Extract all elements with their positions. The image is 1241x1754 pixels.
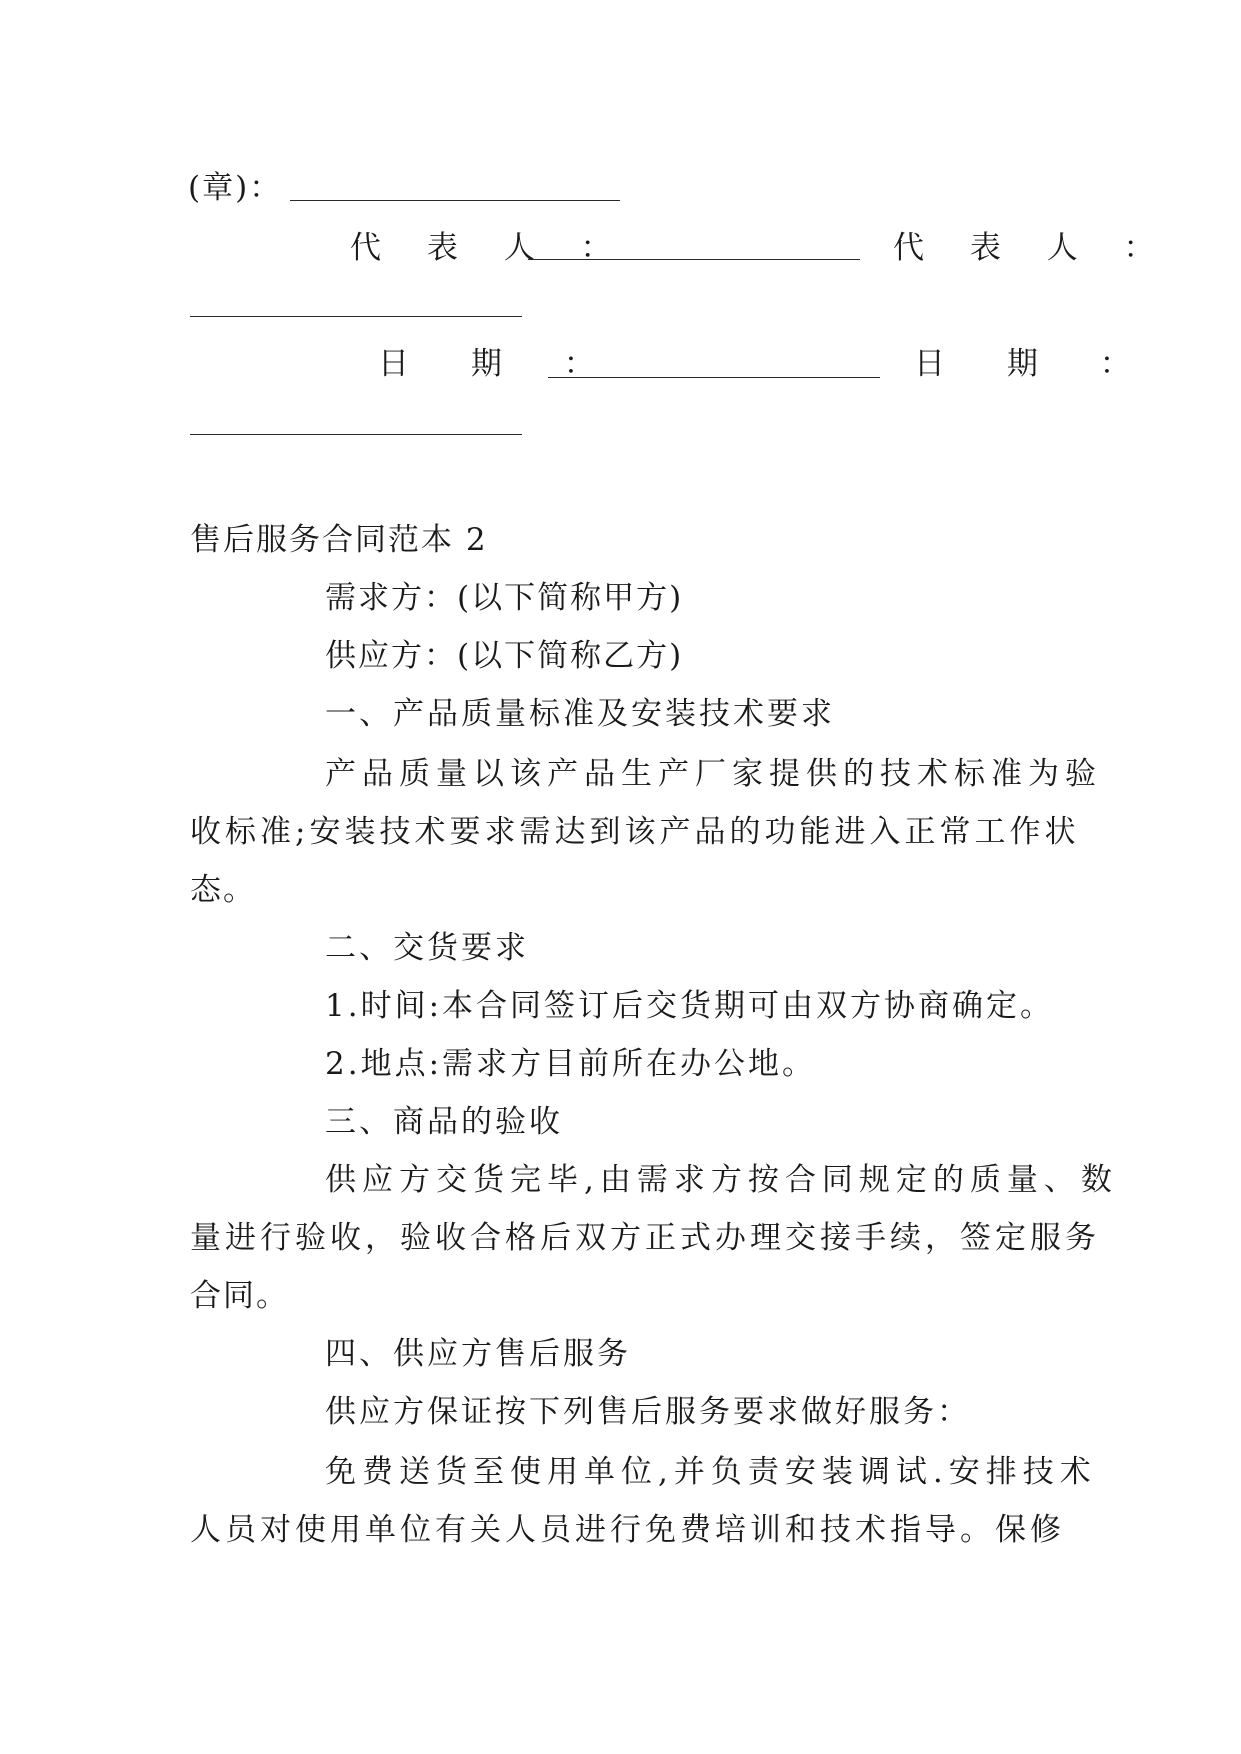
section-1-line-2: 收标准;安装技术要求需达到该产品的功能进入正常工作状 [190,814,1080,850]
section-2-line-1: 1.时间:本合同签订后交货期可由双方协商确定。 [325,988,1055,1024]
section-2-heading: 二、交货要求 [325,930,529,966]
buyer-line: 需求方：(以下简称甲方) [325,580,684,616]
section-1-line-3: 态。 [190,872,256,908]
date-label-b: 日 期 ： [914,346,1157,382]
section-4-line-3: 人员对使用单位有关人员进行免费培训和技术指导。保修 [190,1512,1065,1548]
date-blank-a [548,377,880,378]
section-3-line-2: 量进行验收，验收合格后双方正式办理交接手续，签定服务 [190,1220,1100,1256]
supplier-line: 供应方：(以下简称乙方) [325,638,684,674]
date-blank-b [190,434,522,435]
seal-label: (章)： [188,170,283,206]
date-label-a: 日 期 ： [378,346,621,382]
representative-blank-b [190,316,522,317]
section-4-heading: 四、供应方售后服务 [325,1336,631,1372]
representative-label-a: 代 表 人 ： [350,230,630,266]
section-1-line-1: 产品质量以该产品生产厂家提供的技术标准为验 [325,756,1102,792]
section-4-line-1: 供应方保证按下列售后服务要求做好服务： [325,1394,971,1430]
section-3-line-3: 合同。 [190,1278,289,1314]
section-2-line-2: 2.地点:需求方目前所在办公地。 [325,1046,817,1082]
section-4-line-2: 免费送货至使用单位,并负责安装调试.安排技术 [325,1454,1097,1490]
seal-blank-line [290,200,620,201]
section-3-heading: 三、商品的验收 [325,1104,563,1140]
representative-blank-a [528,259,860,260]
section-1-heading: 一、产品质量标准及安装技术要求 [325,696,835,732]
representative-label-b: 代 表 人 ： [893,230,1173,266]
contract-title: 售后服务合同范本 2 [190,522,488,558]
section-3-line-1: 供应方交货完毕,由需求方按合同规定的质量、数 [325,1162,1118,1198]
